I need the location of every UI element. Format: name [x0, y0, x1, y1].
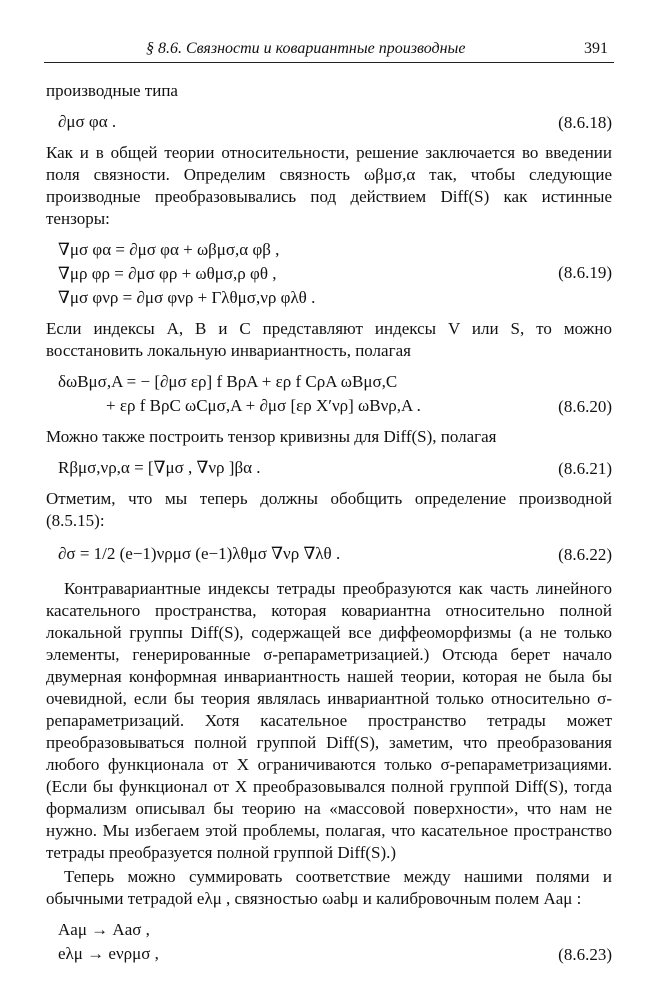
paragraph-local-invariance: Если индексы A, B и C представляют индексы V или S, то можно восстановить локальную инвариантность, полагая: [46, 319, 612, 360]
paragraph-summarize-correspondence: Теперь можно суммировать соответствие между нашими полями и обычными тетрадой eλμ , связностью ωabμ и калибровочным полем Aaμ :: [46, 867, 612, 908]
running-header: [0, 38, 658, 60]
paragraph-derivatives-type: производные типа: [46, 81, 178, 100]
paragraph-connection-field: Как и в общей теории относительности, решение заключается во введении поля связности. Определим связность ωβμσ,α так, чтобы следующие производные преобразовывались под действием Diff(S) как истинные тензоры:: [46, 143, 612, 228]
paragraph-curvature-tensor: Можно также построить тензор кривизны для Diff(S), полагая: [46, 427, 497, 446]
equation-number: (8.6.20): [558, 397, 612, 416]
page-number: 391: [584, 40, 608, 57]
equation-number: (8.6.19): [558, 263, 612, 282]
equation-line: ∇μρ φρ = ∂μσ φρ + ωθμσ,ρ φθ ,: [58, 264, 277, 283]
paragraph-contravariant-indices: Контравариантные индексы тетрады преобразуются как часть линейного касательного пространства, которая ковариантна относительно полной локальной группы Diff(S), содержащей все диффеоморфизмы (а не только элементы, генерированные σ-репараметризацией.) Отсюда берет начало двумерная конформная инвариантность нашей теории, которая не была бы очевидной, если бы теория являлась инвариантной только относительно σ-репараметризаций. Хотя касательное пространство тетрады может преобразовываться полной группой Diff(S), заметим, что преобразования любого функционала от X ограничиваются только σ-репараметризациями. (Если бы функционал от X преобразовывался полной группой Diff(S), тогда формализм описывал бы теорию на «массовой поверхности», что нам не нужно. Мы избегаем этой проблемы, полагая, что касательное пространство тетрады преобразуется полной группой Diff(S).): [46, 579, 612, 862]
equation-8-6-22: [46, 542, 612, 566]
header-rule: [44, 62, 614, 63]
equation-8-6-21: [46, 456, 612, 480]
equation-number: (8.6.22): [558, 545, 612, 564]
equation-8-6-20: [46, 370, 612, 418]
page-body: [46, 80, 612, 974]
equation-line: + ερ f BρC ωCμσ,A + ∂μσ [ερ X′νρ] ωBνρ,A .: [106, 396, 421, 415]
equation-8-6-23: [46, 918, 612, 966]
equation-line: ∇μσ φνρ = ∂μσ φνρ + Γλθμσ,νρ φλθ .: [58, 288, 316, 307]
equation-8-6-18: [46, 110, 612, 134]
equation-line: ∂σ = 1/2 (e−1)νρμσ (e−1)λθμσ ∇νρ ∇λθ .: [58, 544, 341, 563]
paragraph-generalize-derivative: Отметим, что мы теперь должны обобщить определение производной (8.5.15):: [46, 489, 612, 530]
equation-line: Aaμ → Aaσ ,: [58, 920, 150, 939]
equation-8-6-19: [46, 238, 612, 310]
equation-number: (8.6.23): [558, 945, 612, 964]
equation-number: (8.6.21): [558, 459, 612, 478]
header-title: § 8.6. Связности и ковариантные производные: [146, 40, 466, 57]
equation-line: ∂μσ φα .: [58, 112, 117, 131]
equation-line: ∇μσ φα = ∂μσ φα + ωβμσ,α φβ ,: [58, 240, 280, 259]
equation-number: (8.6.18): [558, 113, 612, 132]
equation-line: δωBμσ,A = − [∂μσ ερ] f BρA + ερ f CρA ωBμσ,C: [58, 372, 398, 391]
equation-line: eλμ → eνρμσ ,: [58, 944, 159, 963]
equation-line: Rβμσ,νρ,α = [∇μσ , ∇νρ ]βα .: [58, 458, 261, 477]
